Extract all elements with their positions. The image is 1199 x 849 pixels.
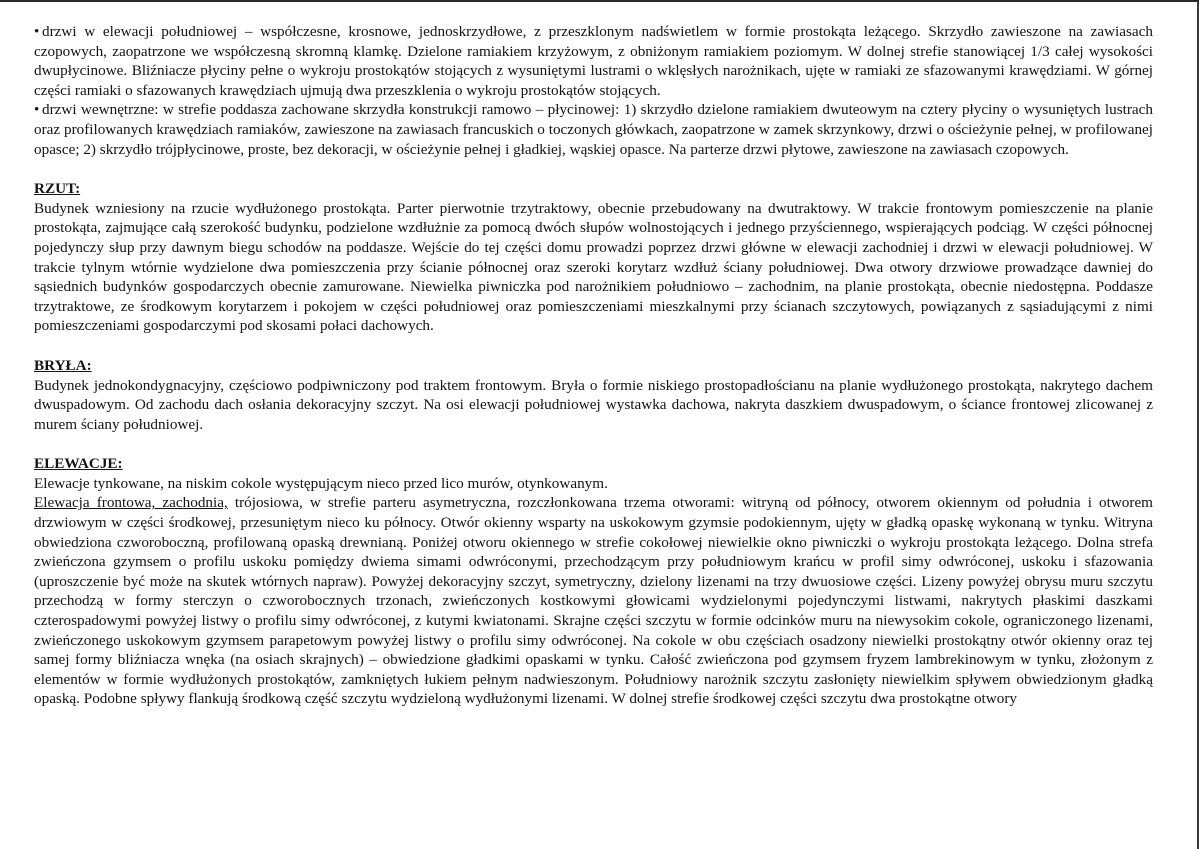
section-heading-rzut: RZUT: <box>34 180 81 198</box>
door-item-south <box>34 22 1153 100</box>
section-heading-elewacje: ELEWACJE: <box>34 455 123 473</box>
section-text-elewacja-frontowa <box>34 493 1153 709</box>
subsection-label: Elewacja frontowa, zachodnia, <box>34 494 228 512</box>
bullet-glyph: • <box>34 23 40 40</box>
section-text-rzut: Budynek wzniesiony na rzucie wydłużonego prostokąta. Parter pierwotnie trzytraktowy, obecnie przebudowany na dwutraktowy. W trakcie frontowym pomieszczenie na planie prostokąta, zajmujące całą szerokość budynku, podzielone wzdłużnie za pomocą dwóch słupów wolnostojących i jednego przyściennego, wspierających podciąg. W części północnej pojedynczy słup przy dawnym biegu schodów na poddasze. Wejście do tej części domu prowadzi poprzez drzwi główne w elewacji zachodniej i drzwi w elewacji południowej. W trakcie tylnym wtórnie wydzielone dwa pomieszczenia przy ścianie północnej oraz szeroki korytarz wzdłuż ściany południowej. Dwa otwory drzwiowe prowadzące dawniej do sąsiednich budynków gospodarczych obecnie zamurowane. Niewielka piwniczka pod narożnikiem południowo – zachodnim, na planie prostokąta, obecnie niedostępna. Poddasze trzytraktowe, ze środkowym korytarzem i pokojem w części południowej oraz pomieszczeniami mieszkalnymi przy ścianach szczytowych, powiązanych z sąsiadującymi z nimi pomieszczeniami gospodarczymi pod skosami połaci dachowych. <box>34 199 1153 335</box>
section-text-bryla: Budynek jednokondygnacyjny, częściowo podpiwniczony pod traktem frontowym. Bryła o formie niskiego prostopadłościanu na planie wydłużonego prostokąta, nakrytego dachem dwuspadowym. Od zachodu dach osłania dekoracyjny szczyt. Na osi elewacji południowej wystawka dachowa, nakryta daszkiem dwuspadowym, o ściance frontowej zlicowanej z murem ściany południowej. <box>34 376 1153 433</box>
door-item-text: drzwi w elewacji południowej – współczesne, krosnowe, jednoskrzydłowe, z przeszklonym nadświetlem w formie prostokąta leżącego. Skrzydło zawieszone na zawiasach czopowych, zaopatrzone we współczesną skromną klamkę. Dzielone ramiakiem krzyżowym, z obniżonym ramiakiem poziomym. W dolnej strefie stanowiącej 1/3 całej wysokości dwupłycinowe. Bliźniacze płyciny pełne o wykroju prostokątów stojących z wysuniętymi lustrami o wklęsłych narożnikach, ujęte w ramiaki ze sfazowanymi krawędziami. W górnej części ramiaki o sfazowanych krawędziach ujmują dwa przeszklenia o wykroju prostokątów stojących. <box>34 23 1153 99</box>
section-text-elewacje-intro: Elewacje tynkowane, na niskim cokole występującym nieco przed lico murów, otynkowanym. <box>34 474 608 492</box>
door-item-text: drzwi wewnętrzne: w strefie poddasza zachowane skrzydła konstrukcji ramowo – płycinowej: 1) skrzydło dzielone ramiakiem dwuteowym na cztery płyciny o wysuniętych lustrach oraz profilowanych krawędziach ramiaków, zawieszone na zawiasach francuskich o toczonych główkach, zaopatrzone w zamek skrzynkowy, drzwi o ościeżynie pełnej, w profilowanej opasce; 2) skrzydło trójpłycinowe, proste, bez dekoracji, w ościeżynie pełnej i gładkiej, wąskiej opasce. Na parterze drzwi płytowe, zawieszone na zawiasach czopowych. <box>34 101 1153 158</box>
section-heading-bryla: BRYŁA: <box>34 356 92 374</box>
door-item-interior <box>34 100 1153 159</box>
bullet-glyph: • <box>34 101 40 119</box>
subsection-text: trójosiowa, w strefie parteru asymetryczna, rozczłonkowana trzema otworami: witryną od północy, otworem okiennym od południa i otworem drzwiowym w części środkowej, przesuniętym nieco ku północy. Otwór okienny wsparty na uskokowym gzymsie podokiennym, ujęty w gładką opaskę wykonaną w tynku. Witryna obwiedziona czworoboczną, profilowaną opaską drewnianą. Poniżej otworu okiennego w strefie cokołowej niewielkie okno piwniczki o wykroju prostokąta leżącego. Dolna strefa zwieńczona gzymsem o profilu uskoku pomiędzy dwiema simami odwróconymi, przechodzącym przy południowym krańcu w profil simy odwróconej, uskoku i sfazowania (uproszczenie być może na skutek wtórnych napraw). Powyżej dekoracyjny szczyt, symetryczny, dzielony lizenami na trzy dwuosiowe części. Lizeny powyżej obrysu muru szczytu przechodzą w formy sterczyn o czworobocznych trzonach, zwieńczonych kostkowymi głowicami wydzielonymi pojedynczymi listwami, nakrytych płaskimi daszkami czterospadowymi powyżej listwy o profilu simy odwróconej, z kutymi kwiatonami. Skrajne części szczytu w formie odcinków muru na niewysokim cokole, ograniczonego lizenami, zwieńczonego uskokowym gzymsem parapetowym powyżej listwy o profilu simy odwróconej. Na cokole w obu częściach osadzony niewielki prostokątny otwór okienny oraz tej samej formy bliźniacza wnęka (na osiach skrajnych) – obwiedzione gładkimi opaskami w tynku. Całość zwieńczona pod gzymsem fryzem lambrekinowym w tynku, złożonym z elementów w formie wydłużonych prostokątów, zamkniętych łukiem pełnym nadwieszonym. Południowy narożnik szczytu zasłonięty niewielkim spływem obwiedzionym gładką opaską. Podobne spływy flankują środkową część szczytu wydzieloną wydłużonymi lizenami. W dolnej strefie środkowej części szczytu dwa prostokątne otwory <box>34 494 1153 708</box>
